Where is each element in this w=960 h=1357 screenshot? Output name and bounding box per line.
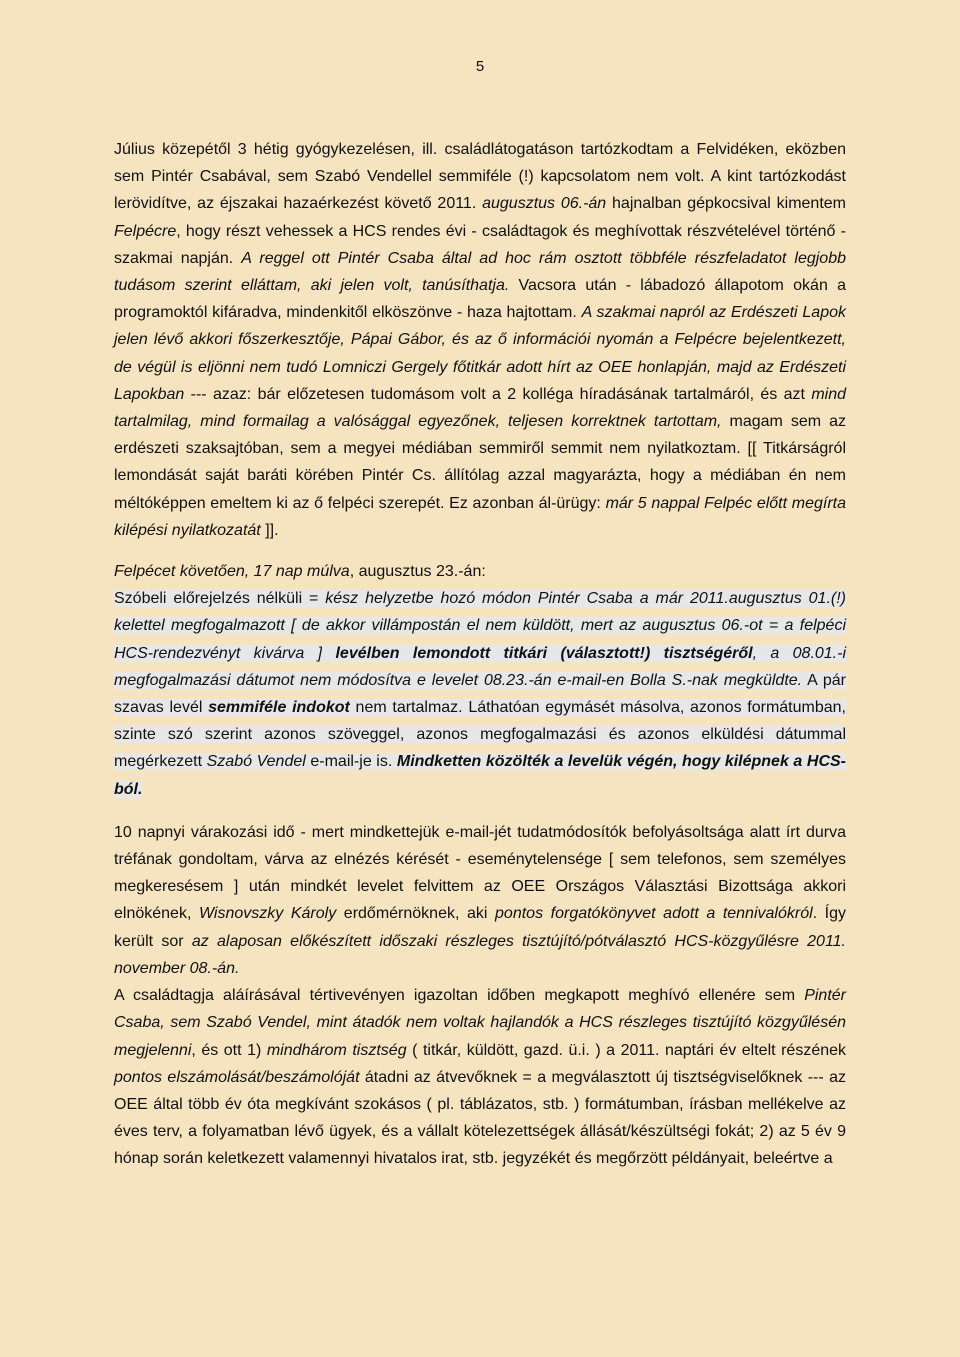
text-run: --- azaz: bár előzetesen tudomásom volt a 2 kolléga híradásának tartalmáról, és azt xyxy=(184,385,812,403)
text-run: , és ott 1) xyxy=(191,1041,267,1059)
text-run: pontos elszámolását/beszámolóját xyxy=(114,1068,360,1086)
text-run: ( titkár, küldött, gazd. ü.i. ) a 2011. naptári év eltelt részének xyxy=(406,1041,847,1059)
text-run: nem tartalmaz. Láthatóan egymásét másolva, azonos formátumban, szinte szó szerint azonos szöveggel, azonos megfogalmazási és azonos elküldési dátummal megérkezett xyxy=(114,699,846,771)
text-run: Felpécre xyxy=(114,222,177,240)
text-run: az alaposan előkészített időszaki részleges tisztújító/pótválasztó HCS-közgyűlésre 2011. november 08.-án. xyxy=(114,932,846,977)
text-run: Pintér Csaba, sem Szabó Vendel, mint átadók nem voltak hajlandók a HCS részleges tisztújító közgyűlésén megjelenni xyxy=(114,987,846,1059)
text-run: Mindketten közölték a levelük végén, hogy kilépnek a HCS-ból. xyxy=(114,753,847,798)
paragraph-waiting-period xyxy=(114,819,846,982)
text-run: mindhárom tisztség xyxy=(266,1041,407,1059)
text-run: A reggel ott Pintér Csaba által ad hoc rám osztott többféle részfeladatot legjobb tudásom szerint elláttam, aki jelen volt, tanúsíthatja. xyxy=(114,249,846,295)
text-run: átadni az átvevőknek = a megválasztott új tisztségviselőknek --- az OEE által több év óta megkívánt szokásos ( pl. táblázatos, stb. ) formátumban, írásban mellékelve az éves terv, a folyamatban lévő ügyek, és a vállalt kötelezettségek állását/készültségi fokát; 2) az 5 év 9 hónap során keletkezett valamennyi hivatalos irat, stb. jegyzékét és megőrzött példányait, beleértve a xyxy=(114,1068,846,1168)
text-run: kész helyzetbe hozó módon Pintér Csaba a már 2011.augusztus 01.(!) kelettel megfogalmazott [ de akkor villámpostán el nem küldött, mert az augusztus 06.-ot = a felpéci HCS-rendezvényt kivárva ] xyxy=(114,590,846,662)
text-run: , a 08.01.-i megfogalmazási dátumot nem módosítva e levelet 08.23.-án e-mail-en Bolla S.-nak megküldte. xyxy=(114,644,847,689)
paragraph-general-assembly xyxy=(114,982,846,1172)
text-run: Szabó Vendel xyxy=(206,753,306,771)
text-run: A pár szavas levél xyxy=(114,671,847,717)
text-run: e-mail-je is. xyxy=(305,753,397,771)
text-run: már 5 nappal Felpéc előtt megírta kilépési nyilatkozatát xyxy=(114,494,847,539)
text-run: A családtagja aláírásával tértivevényen igazoltan időben megkapott meghívó ellenére sem xyxy=(114,987,805,1005)
text-run: , augusztus 23.-án: xyxy=(349,563,486,581)
text-run: Július közepétől 3 hétig gyógykezelésen, ill. családlátogatáson tartózkodtam a Felvidéken, eközben sem Pintér Csabával, sem Szabó Vendellel semmiféle (!) kapcsolatom nem volt. A kint tartózkodást lerövidítve, az éjszakai hazaérkezést követő 2011. xyxy=(114,141,846,213)
text-run: Wisnovszky Károly xyxy=(198,905,337,923)
text-run xyxy=(650,645,663,662)
text-run: , hogy részt vehessek a HCS rendes évi - családtagok és meghívottak részvételével történő - szakmai napján. xyxy=(114,222,846,267)
text-run: Vacsora után - lábadozó állapotom okán a programoktól kifáradva, mindenkitől elköszönve - haza hajtottam. xyxy=(114,277,847,322)
text-run: tisztségéről xyxy=(663,644,753,662)
text-run: levélben lemondott titkári (választott!) xyxy=(322,644,651,662)
text-run: 10 napnyi várakozási idő - mert mindkettejük e-mail-jét tudatmódosítók befolyásoltsága alatt írt durva tréfának gondoltam, várva az elnézés kérését - eseménytelensége [ sem telefonos, sem személyes megkeresésem ] után mindkét levelet felvittem az OEE Országos Választási Bizottsága akkori elnökének, xyxy=(114,823,846,923)
text-run: Felpécet követően, 17 nap múlva xyxy=(114,563,350,581)
text-run: Szóbeli előrejelzés nélküli = xyxy=(114,590,326,608)
text-run: semmiféle indokot xyxy=(208,699,350,717)
text-run: magam sem az erdészeti szaksajtóban, sem a megyei médiában semmiről semmit nem nyilatkoztam. [[ Titkárságról lemondását saját baráti körében Pintér Cs. állítólag azzal magyarázta, hogy a médiában én nem méltóképpen emeltem ki az ő felpéci szerepét. Ez azonban ál-ürügy: xyxy=(114,413,847,512)
page-number: 5 xyxy=(475,58,485,75)
text-run: pontos forgatókönyvet adott a tennivalókról xyxy=(495,905,813,923)
text-run: augusztus 06.-án xyxy=(482,195,607,213)
document-body xyxy=(114,136,846,1173)
text-run: hajnalban gépkocsival kimentem xyxy=(606,195,847,213)
text-run: . Így került sor xyxy=(114,905,847,950)
paragraph-july-visit xyxy=(114,136,846,544)
text-run: erdőmérnöknek, aki xyxy=(336,905,496,923)
text-run: mind tartalmilag, mind formailag a valósággal egyezőnek, teljesen korrektnek tartottam, xyxy=(114,385,846,431)
text-run: A szakmai napról az Erdészeti Lapok jelen lévő akkori főszerkesztője, Pápai Gábor, és az ő információi nyomán a Felpécre bejelentkezett, de végül is eljönni nem tudó Lomniczi Gergely főtitkár adott hírt az OEE honlapján, majd az Erdészeti Lapokban xyxy=(114,304,846,403)
paragraph-after-felpec xyxy=(114,558,846,585)
text-run: ]]. xyxy=(260,521,279,539)
paragraph-resignation xyxy=(114,585,846,803)
